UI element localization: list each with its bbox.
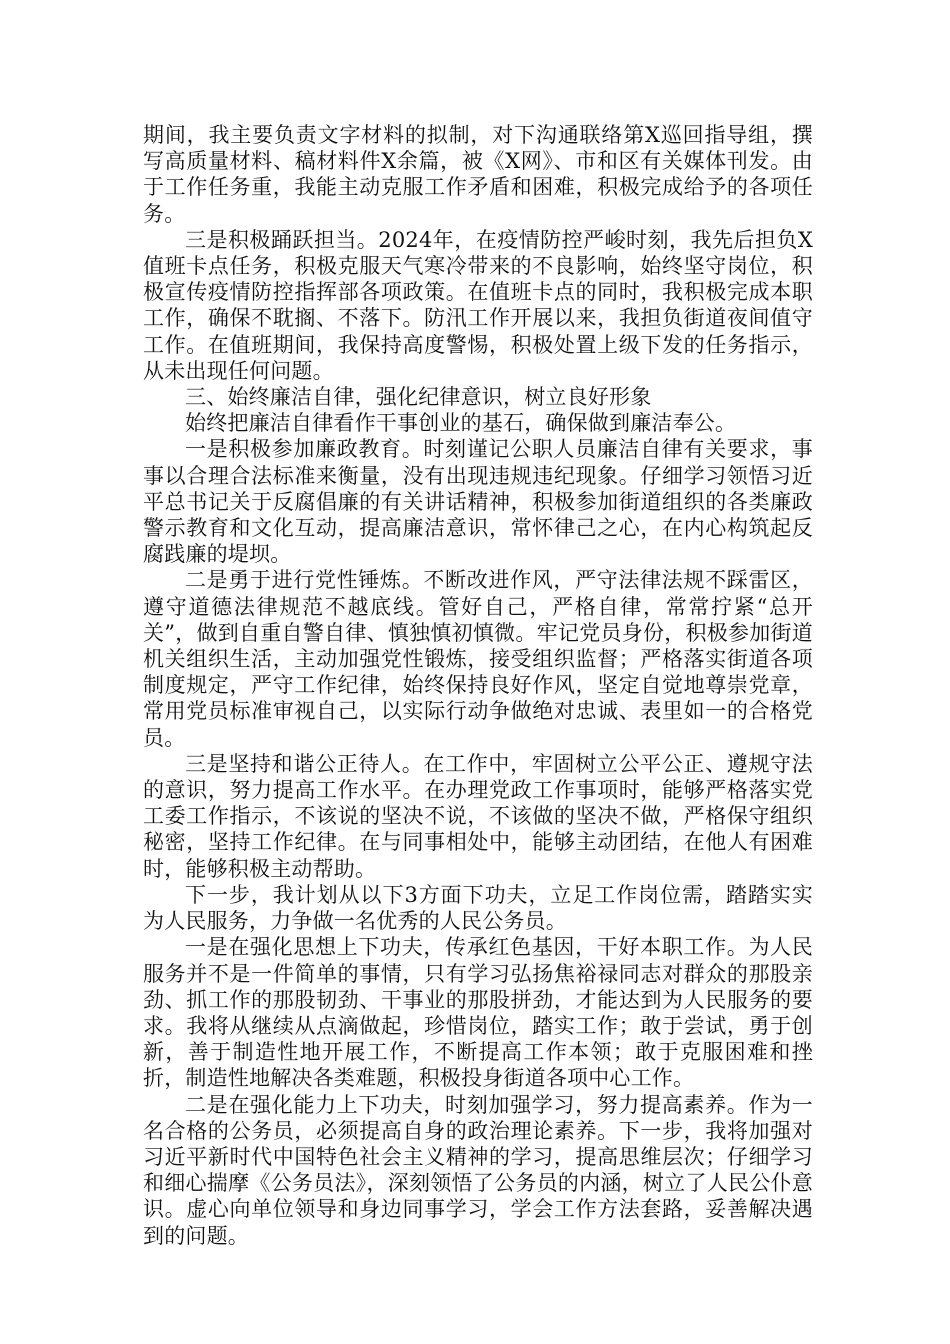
paragraph: 一是积极参加廉政教育。时刻谨记公职人员廉洁自律有关要求，事事以合理合法标准来衡量，没有出现违规违纪现象。仔细学习领悟习近平总书记关于反腐倡廉的有关讲话精神，积极参加街道组织的各类廉政警示教育和文化互动，提高廉洁意识，常怀律己之心，在内心构筑起反腐践廉的堤坝。 <box>143 437 813 567</box>
paragraph: 始终把廉洁自律看作干事创业的基石，确保做到廉洁奉公。 <box>185 411 737 436</box>
paragraph: 期间，我主要负责文字材料的拟制，对下沟通联络第X巡回指导组，撰写高质量材料、稿材料件X余篇，被《X网》、市和区有关媒体刊发。由于工作任务重，我能主动克服工作矛盾和困难，积极完成给予的各项任务。 <box>143 123 813 226</box>
section-heading: 三、始终廉洁自律，强化纪律意识，树立良好形象 <box>185 385 652 410</box>
paragraph: 下一步，我计划从以下3方面下功夫，立足工作岗位需，踏踏实实为人民服务，力争做一名优秀的人民公务员。 <box>143 882 813 934</box>
paragraph: 二是勇于进行党性锤炼。不断改进作风，严守法律法规不踩雷区，遵守道德法律规范不越底线。管好自己，严格自律，常常拧紧“总开关”，做到自重自警自律、慎独慎初慎微。牢记党员身份，积极参加街道机关组织生活，主动加强党性锻炼，接受组织监督；严格落实街道各项制度规定，严守工作纪律，始终保持良好作风，坚定自觉地尊崇党章，常用党员标准审视自己，以实际行动争做绝对忠诚、表里如一的合格党员。 <box>143 568 813 750</box>
paragraph: 一是在强化思想上下功夫，传承红色基因，干好本职工作。为人民服务并不是一件简单的事情，只有学习弘扬焦裕禄同志对群众的那股亲劲、抓工作的那股韧劲、干事业的那股拼劲，才能达到为人民服务的要求。我将从继续从点滴做起，珍惜岗位，踏实工作；敢于尝试，勇于创新，善于制造性地开展工作，不断提高工作本领；敢于克服困难和挫折，制造性地解决各类难题，积极投身街道各项中心工作。 <box>143 935 813 1091</box>
paragraph: 三是坚持和谐公正待人。在工作中，牢固树立公平公正、遵规守法的意识，努力提高工作水平。在办理党政工作事项时，能够严格落实党工委工作指示，不该说的坚决不说，不该做的坚决不做，严格保守组织秘密，坚持工作纪律。在与同事相处中，能够主动团结，在他人有困难时，能够积极主动帮助。 <box>143 751 813 881</box>
paragraph: 三是积极踊跃担当。2024年，在疫情防控严峻时刻，我先后担负X值班卡点任务，积极克服天气寒冷带来的不良影响，始终坚守岗位，积极宣传疫情防控指挥部各项政策。在值班卡点的同时，我积极完成本职工作，确保不耽搁、不落下。防汛工作开展以来，我担负街道夜间值守工作。在值班期间，我保持高度警惕，积极处置上级下发的任务指示，从未出现任何问题。 <box>143 227 813 383</box>
document-body <box>143 122 813 1249</box>
paragraph: 二是在强化能力上下功夫，时刻加强学习，努力提高素养。作为一名合格的公务员，必须提高自身的政治理论素养。下一步，我将加强对习近平新时代中国特色社会主义精神的学习，提高思维层次；仔细学习和细心揣摩《公务员法》，深刻领悟了公务员的内涵，树立了人民公仆意识。虚心向单位领导和身边同事学习，学会工作方法套路，妥善解决遇到的问题。 <box>143 1092 813 1248</box>
